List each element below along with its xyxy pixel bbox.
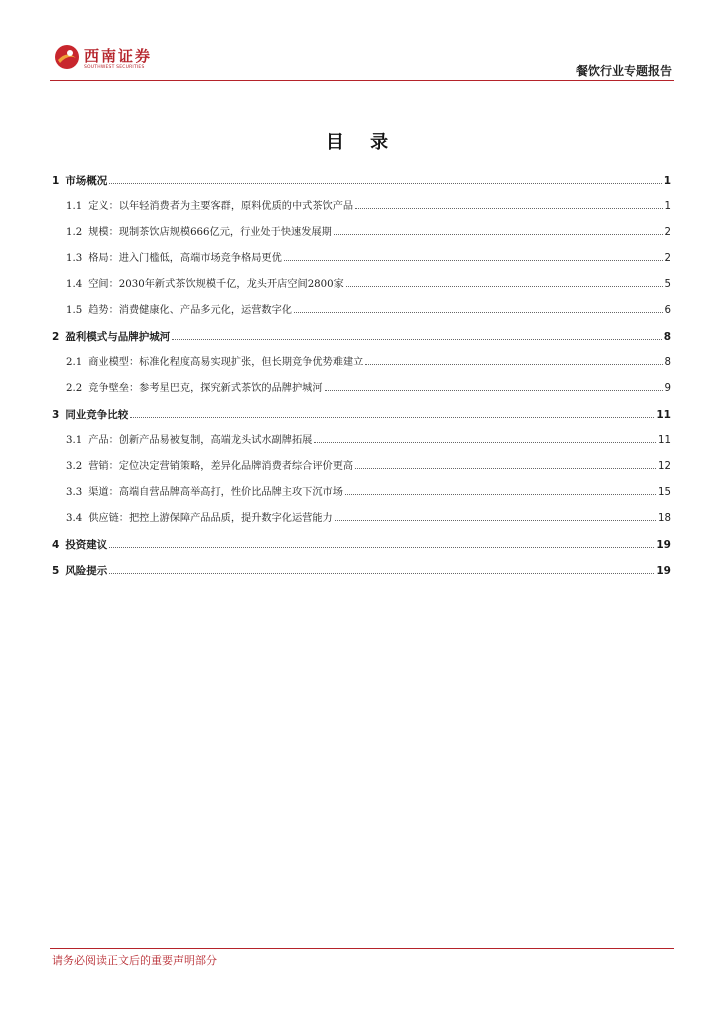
toc-entry-label: 定义：以年轻消费者为主要客群，原料优质的中式茶饮产品 (88, 201, 354, 212)
toc-entry-label: 市场概况 (65, 175, 108, 187)
brand-name-en: SOUTHWEST SECURITIES (84, 65, 145, 70)
toc-entry-label: 风险提示 (65, 565, 108, 577)
toc-dot-leader (109, 573, 654, 574)
toc-entry-number: 1.3 (66, 253, 83, 264)
toc-entry-label: 产品：创新产品易被复制，高端龙头试水副牌拓展 (88, 435, 313, 446)
toc-entry-label: 格局：进入门槛低，高端市场竞争格局更优 (88, 253, 282, 264)
toc-entry-page: 6 (664, 305, 671, 316)
toc-entry-number: 3.2 (66, 461, 83, 472)
toc-section-entry[interactable] (52, 560, 671, 586)
toc-entry-number: 3.3 (66, 487, 83, 498)
toc-entry-label: 盈利模式与品牌护城河 (65, 331, 171, 343)
toc-entry-number: 1.4 (66, 279, 83, 290)
toc-entry-label: 趋势：消费健康化、产品多元化，运营数字化 (88, 305, 292, 316)
toc-subsection-entry[interactable] (52, 222, 671, 248)
toc-dot-leader (335, 520, 656, 521)
toc-entry-page: 8 (663, 331, 671, 343)
toc-dot-leader (355, 468, 656, 469)
toc-entry-page: 8 (664, 357, 671, 368)
toc-dot-leader (345, 494, 656, 495)
toc-dot-leader (284, 260, 663, 261)
toc-subsection-entry[interactable] (52, 196, 671, 222)
toc-dot-leader (325, 390, 663, 391)
toc-subsection-entry[interactable] (52, 482, 671, 508)
toc-dot-leader (294, 312, 663, 313)
footer-disclaimer: 请务必阅读正文后的重要声明部分 (52, 954, 217, 967)
toc-dot-leader (109, 547, 654, 548)
toc-subsection-entry[interactable] (52, 352, 671, 378)
toc-entry-number: 1 (52, 175, 60, 187)
toc-entry-page: 12 (658, 461, 671, 472)
toc-entry-label: 空间：2030年新式茶饮规模千亿，龙头开店空间2800家 (88, 279, 344, 290)
toc-entry-page: 11 (658, 435, 671, 446)
toc-subsection-entry[interactable] (52, 274, 671, 300)
toc-subsection-entry[interactable] (52, 378, 671, 404)
toc-entry-label: 投资建议 (65, 539, 108, 551)
toc-dot-leader (355, 208, 662, 209)
toc-entry-page: 19 (656, 565, 671, 577)
toc-entry-page: 18 (658, 513, 671, 524)
toc-entry-number: 4 (52, 539, 60, 551)
header-divider (50, 80, 674, 81)
toc-subsection-entry[interactable] (52, 508, 671, 534)
toc-entry-page: 2 (664, 227, 671, 238)
toc-entry-page: 9 (664, 383, 671, 394)
toc-entry-number: 5 (52, 565, 60, 577)
toc-subsection-entry[interactable] (52, 300, 671, 326)
toc-title: 目 录 (325, 132, 399, 153)
toc-entry-number: 3.4 (66, 513, 83, 524)
toc-dot-leader (346, 286, 663, 287)
toc-entry-label: 营销：定位决定营销策略，差异化品牌消费者综合评价更高 (88, 461, 354, 472)
footer-divider (50, 948, 674, 949)
toc-subsection-entry[interactable] (52, 248, 671, 274)
toc-entry-page: 19 (656, 539, 671, 551)
toc-entry-number: 1.2 (66, 227, 83, 238)
toc-entry-label: 同业竞争比较 (65, 409, 129, 421)
toc-section-entry[interactable] (52, 534, 671, 560)
toc-dot-leader (334, 234, 663, 235)
toc-dot-leader (172, 339, 661, 340)
toc-entry-page: 5 (664, 279, 671, 290)
toc-entry-label: 供应链：把控上游保障产品品质，提升数字化运营能力 (88, 513, 333, 524)
toc-section-entry[interactable] (52, 326, 671, 352)
brand-logo-icon (54, 44, 80, 70)
toc-entry-page: 11 (656, 409, 671, 421)
toc-entry-label: 渠道：高端自营品牌高举高打，性价比品牌主攻下沉市场 (88, 487, 343, 498)
toc-entry-label: 竞争壁垒：参考星巴克，探究新式茶饮的品牌护城河 (88, 383, 323, 394)
toc-entry-number: 2.1 (66, 357, 83, 368)
toc-entry-number: 2 (52, 331, 60, 343)
brand-logo (54, 44, 154, 74)
table-of-contents (52, 170, 671, 586)
brand-name-cn: 西南证券 (84, 47, 153, 65)
toc-entry-number: 2.2 (66, 383, 83, 394)
toc-entry-page: 15 (658, 487, 671, 498)
toc-entry-number: 1.5 (66, 305, 83, 316)
toc-entry-number: 3 (52, 409, 60, 421)
toc-dot-leader (314, 442, 656, 443)
toc-entry-page: 2 (664, 253, 671, 264)
toc-dot-leader (365, 364, 662, 365)
toc-subsection-entry[interactable] (52, 456, 671, 482)
toc-entry-page: 1 (663, 175, 671, 187)
toc-entry-number: 3.1 (66, 435, 83, 446)
toc-subsection-entry[interactable] (52, 430, 671, 456)
toc-dot-leader (109, 183, 661, 184)
toc-entry-label: 商业模型：标准化程度高易实现扩张，但长期竞争优势难建立 (88, 357, 364, 368)
report-type-title: 餐饮行业专题报告 (575, 64, 672, 78)
toc-entry-page: 1 (664, 201, 671, 212)
toc-section-entry[interactable] (52, 170, 671, 196)
toc-entry-label: 规模：现制茶饮店规模666亿元，行业处于快速发展期 (88, 227, 332, 238)
toc-entry-number: 1.1 (66, 201, 83, 212)
toc-dot-leader (130, 417, 654, 418)
toc-section-entry[interactable] (52, 404, 671, 430)
